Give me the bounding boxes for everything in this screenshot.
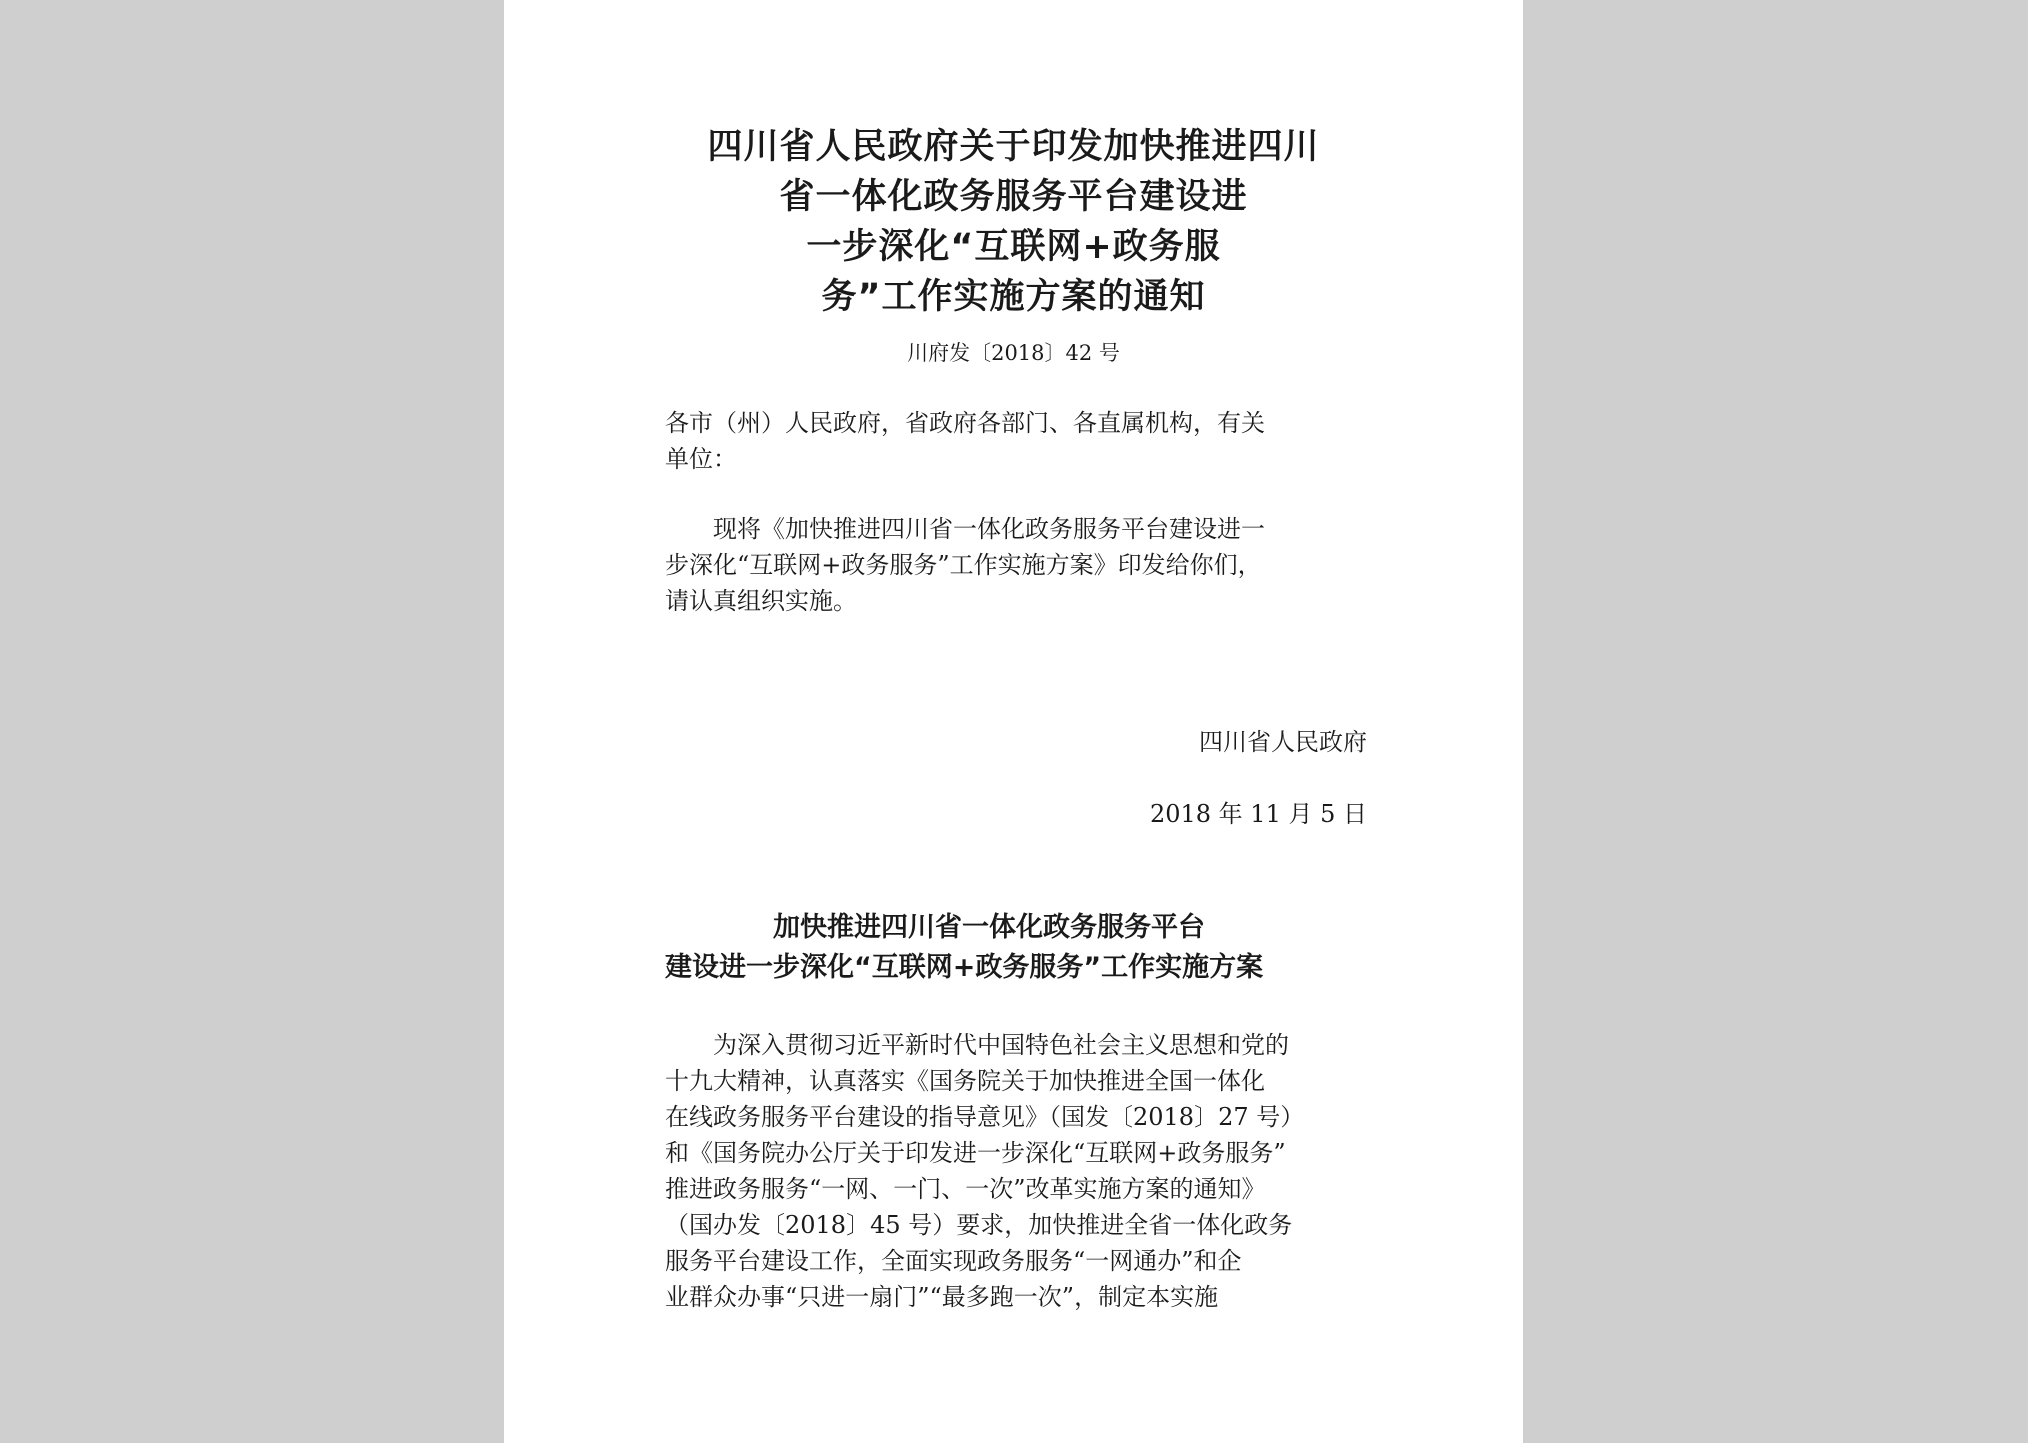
addressee-line: 单位： — [665, 445, 737, 473]
addressee — [665, 405, 1385, 477]
paragraph-line: 步深化“互联网+政务服务”工作实施方案》印发给你们， — [665, 551, 1262, 579]
paragraph-line: 推进政务服务“一网、一门、一次”改革实施方案的通知》 — [665, 1175, 1266, 1203]
plan-paragraph — [665, 1027, 1385, 1315]
title-line: 省一体化政务服务平台建设进 — [779, 177, 1248, 217]
notice-paragraph — [665, 511, 1385, 619]
paragraph-line: 在线政务服务平台建设的指导意见》（国发〔2018〕27 号） — [665, 1103, 1305, 1131]
addressee-line: 各市（州）人民政府，省政府各部门、各直属机构，有关 — [665, 409, 1265, 437]
title-line: 四川省人民政府关于印发加快推进四川 — [707, 127, 1320, 167]
title-line: 务”工作实施方案的通知 — [821, 277, 1206, 317]
paragraph-line: 服务平台建设工作，全面实现政务服务“一网通办”和企 — [665, 1247, 1242, 1275]
paragraph-line: 现将《加快推进四川省一体化政务服务平台建设进一 — [665, 515, 1265, 543]
document-page — [504, 0, 1523, 1443]
paragraph-line: 和《国务院办公厅关于印发进一步深化“互联网+政务服务” — [665, 1139, 1286, 1167]
paragraph-line: 请认真组织实施。 — [665, 587, 857, 615]
paragraph-line: 为深入贯彻习近平新时代中国特色社会主义思想和党的 — [665, 1031, 1289, 1059]
document-number: 川府发〔2018〕42 号 — [907, 341, 1120, 365]
plan-title-line: 加快推进四川省一体化政务服务平台 — [773, 912, 1205, 943]
paragraph-line: （国办发〔2018〕45 号）要求，加快推进全省一体化政务 — [665, 1211, 1293, 1239]
plan-title — [665, 908, 1365, 988]
document-title — [504, 122, 1523, 322]
signature-date: 2018 年 11 月 5 日 — [1149, 800, 1367, 828]
title-line: 一步深化“互联网+政务服 — [806, 227, 1221, 267]
paragraph-line: 业群众办事“只进一扇门”“最多跑一次”，制定本实施 — [665, 1283, 1219, 1311]
plan-title-line: 建设进一步深化“互联网+政务服务”工作实施方案 — [665, 952, 1264, 983]
signature-org: 四川省人民政府 — [1199, 728, 1367, 756]
paragraph-line: 十九大精神，认真落实《国务院关于加快推进全国一体化 — [665, 1067, 1265, 1095]
